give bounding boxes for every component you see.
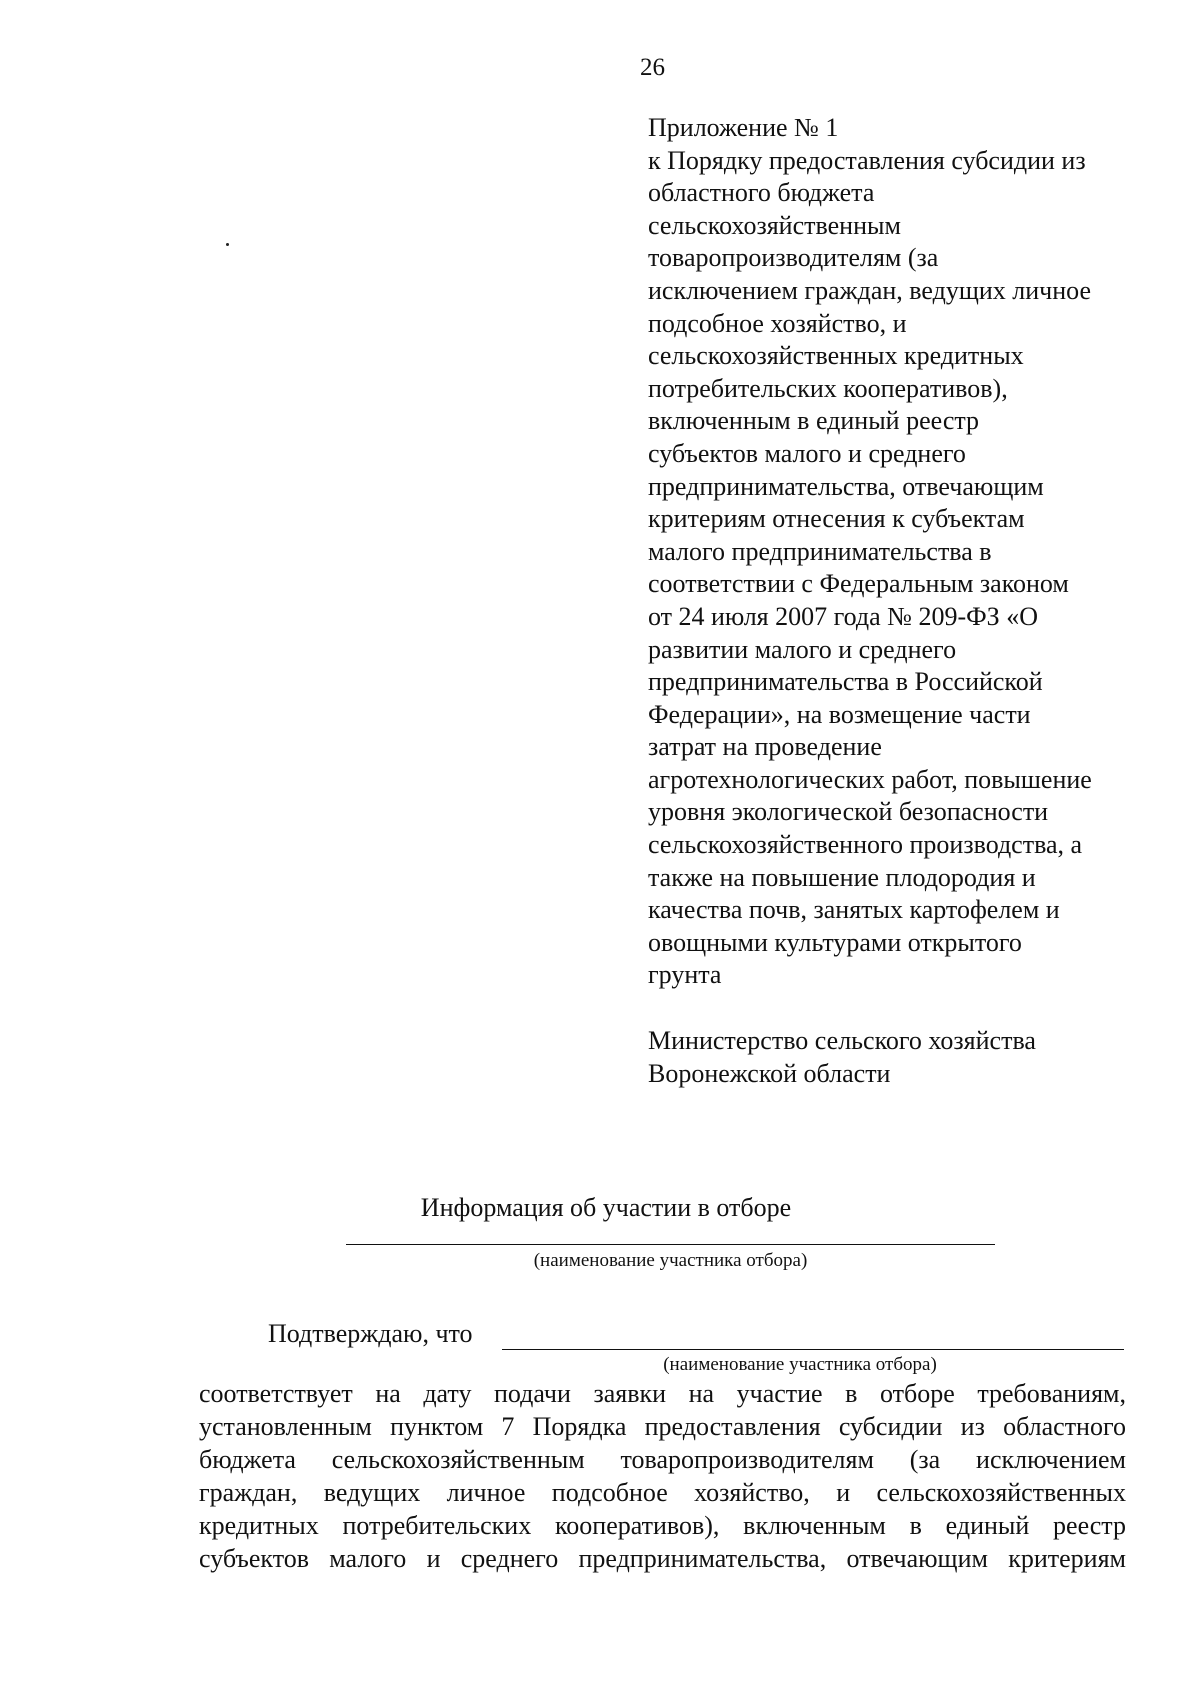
appendix-line: Федерации», на возмещение части <box>648 699 1031 729</box>
appendix-line: также на повышение плодородия и <box>648 862 1036 892</box>
participant-name-caption: (наименование участника отбора) <box>533 1250 808 1271</box>
confirm-participant-blank <box>502 1349 1124 1350</box>
appendix-line: включенным в единый реестр <box>648 406 980 436</box>
body-line: кредитных потребительских кооперативов), включенным в единый реестр <box>199 1511 1126 1540</box>
appendix-line: потребительских кооперативов), <box>648 373 1008 403</box>
appendix-line: качества почв, занятых картофелем и <box>648 895 1060 925</box>
appendix-header <box>648 112 1168 992</box>
body-line: граждан, ведущих личное подсобное хозяйство, и сельскохозяйственных <box>199 1478 1126 1507</box>
appendix-line: затрат на проведение <box>648 732 882 762</box>
scan-speck <box>226 243 229 246</box>
appendix-line: овощными культурами открытого <box>648 927 1022 957</box>
addressee-block <box>648 1024 1168 1090</box>
body-line: субъектов малого и среднего предпринимательства, отвечающим критериям <box>199 1544 1126 1573</box>
confirm-label: Подтверждаю, что <box>268 1319 473 1348</box>
appendix-line: сельскохозяйственным <box>648 210 901 240</box>
body-paragraph <box>199 1377 1126 1575</box>
body-line: установленным пунктом 7 Порядка предоставления субсидии из областного <box>199 1412 1126 1441</box>
appendix-line: сельскохозяйственного производства, а <box>648 830 1083 860</box>
appendix-line: исключением граждан, ведущих личное <box>648 275 1092 305</box>
participant-name-blank <box>346 1244 995 1245</box>
confirm-participant-caption: (наименование участника отбора) <box>663 1354 937 1375</box>
addressee-line: Воронежской области <box>648 1059 891 1088</box>
appendix-line: сельскохозяйственных кредитных <box>648 341 1024 371</box>
body-line: бюджета сельскохозяйственным товаропроизводителям (за исключением <box>199 1445 1126 1474</box>
appendix-line: агротехнологических работ, повышение <box>648 764 1092 794</box>
appendix-line: товаропроизводителям (за <box>648 243 939 273</box>
appendix-line: уровня экологической безопасности <box>648 797 1049 827</box>
appendix-line: Приложение № 1 <box>648 113 839 142</box>
appendix-line: к Порядку предоставления субсидии из <box>648 145 1086 175</box>
appendix-line: малого предпринимательства в <box>648 536 992 566</box>
appendix-line: соответствии с Федеральным законом <box>648 569 1069 599</box>
appendix-line: грунта <box>648 960 722 990</box>
page-number: 26 <box>640 54 665 81</box>
appendix-line: от 24 июля 2007 года № 209-ФЗ «О <box>648 601 1038 631</box>
appendix-line: предпринимательства, отвечающим <box>648 471 1044 501</box>
form-title: Информация об участии в отборе <box>420 1193 792 1222</box>
appendix-line: предпринимательства в Российской <box>648 667 1043 697</box>
appendix-line: областного бюджета <box>648 178 875 208</box>
appendix-line: подсобное хозяйство, и <box>648 308 907 338</box>
appendix-line: субъектов малого и среднего <box>648 438 966 468</box>
body-line: соответствует на дату подачи заявки на участие в отборе требованиям, <box>199 1379 1126 1408</box>
appendix-line: критериям отнесения к субъектам <box>648 504 1025 534</box>
appendix-line: развитии малого и среднего <box>648 634 957 664</box>
addressee-line: Министерство сельского хозяйства <box>648 1026 1036 1055</box>
